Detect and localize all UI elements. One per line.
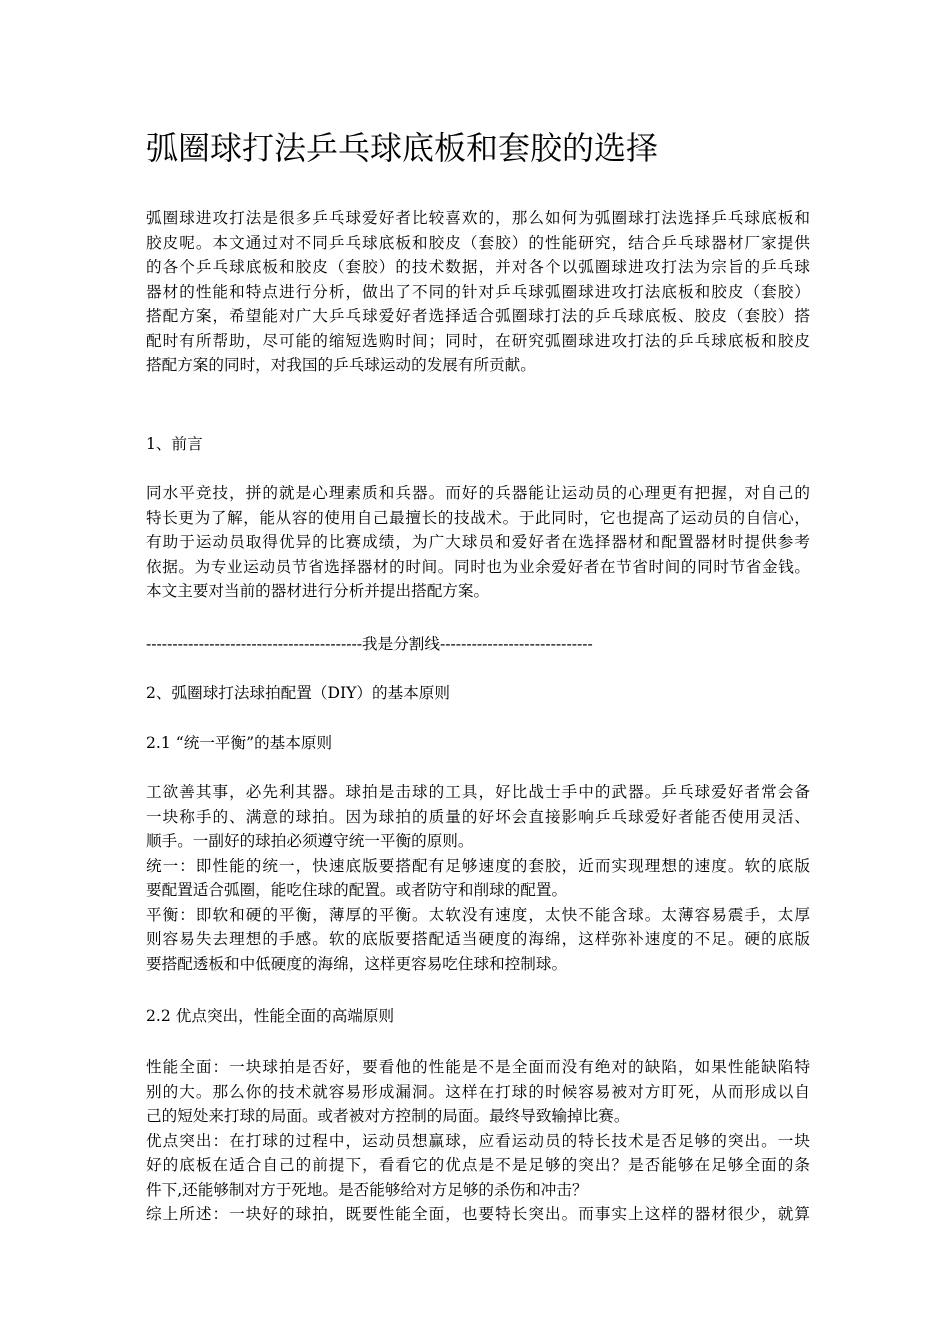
abstract-paragraph xyxy=(146,206,810,378)
divider-line: -----------------------------------------我是分割线----------------------------- xyxy=(146,635,593,653)
text-line: 平衡：即软和硬的平衡，薄厚的平衡。太软没有速度，太快不能含球。太薄容易震手，太厚 xyxy=(146,905,810,924)
text-line: 一块称手的、满意的球拍。因为球拍的质量的好坏会直接影响乒乓球爱好者能否使用灵活、 xyxy=(146,807,810,826)
text-line: 好的底板在适合自己的前提下，看看它的优点是不是足够的突出？是否能够在足够全面的条 xyxy=(146,1156,810,1174)
text-line: 要搭配透板和中低硬度的海绵，这样更容易吃住球和控制球。 xyxy=(146,954,568,973)
text-line: 性能全面：一块球拍是否好，要看他的性能是不是全面而没有绝对的缺陷，如果性能缺陷特 xyxy=(146,1058,810,1076)
text-line: 特长更为了解，能从容的使用自己最擅长的技战术。于此同时，它也提高了运动员的自信心， xyxy=(146,508,810,527)
principle-2-1-paragraph xyxy=(146,780,810,976)
text-line: 优点突出：在打球的过程中，运动员想赢球，应看运动员的特长技术是否足够的突出。一块 xyxy=(146,1131,810,1150)
text-line: 别的大。那么你的技术就容易形成漏洞。这样在打球的时候容易被对方盯死，从而形成以自 xyxy=(146,1082,810,1101)
document-title: 弧圈球打法乒乓球底板和套胶的选择 xyxy=(146,129,659,167)
preface-paragraph xyxy=(146,481,810,604)
text-line: 则容易失去理想的手感。软的底版要搭配适当硬度的海绵，这样弥补速度的不足。硬的底版 xyxy=(146,930,810,948)
text-line: 胶皮呢。本文通过对不同乒乓球底板和胶皮（套胶）的性能研究，结合乒乓球器材厂家提供 xyxy=(146,233,810,252)
text-line: 统一：即性能的统一，快速底版要搭配有足够速度的套胶，近而实现理想的速度。软的底版 xyxy=(146,856,810,875)
section-heading: 1、前言 xyxy=(146,435,203,453)
text-line: 件下,还能够制对方于死地。是否能够给对方足够的杀伤和冲击？ xyxy=(146,1180,588,1199)
text-line: 弧圈球进攻打法是很多乒乓球爱好者比较喜欢的，那么如何为弧圈球打法选择乒乓球底板和 xyxy=(146,209,810,227)
text-line: 综上所述：一块好的球拍，既要性能全面，也要特长突出。而事实上这样的器材很少，就算 xyxy=(146,1205,810,1223)
text-line: 器材的性能和特点进行分析，做出了不同的针对乒乓球弧圈球进攻打法底板和胶皮（套胶） xyxy=(146,282,810,301)
text-line: 搭配方案的同时，对我国的乒乓球运动的发展有所贡献。 xyxy=(146,356,536,374)
text-line: 己的短处来打球的局面。或者被对方控制的局面。最终导致输掉比赛。 xyxy=(146,1107,630,1125)
text-line: 要配置适合弧圈，能吃住球的配置。或者防守和削球的配置。 xyxy=(146,881,568,899)
subsection-heading: 2.2 优点突出，性能全面的高端原则 xyxy=(146,1007,395,1025)
subsection-heading: 2.1 “统一平衡”的基本原则 xyxy=(146,734,333,752)
text-line: 有助于运动员取得优异的比赛成绩，为广大球员和爱好者在选择器材和配置器材时提供参考 xyxy=(146,533,810,551)
text-line: 顺手。一副好的球拍必须遵守统一平衡的原则。 xyxy=(146,832,474,850)
text-line: 同水平竞技，拼的就是心理素质和兵器。而好的兵器能让运动员的心理更有把握，对自己的 xyxy=(146,484,810,502)
text-line: 的各个乒乓球底板和胶皮（套胶）的技术数据，并对各个以弧圈球进攻打法为宗旨的乒乓球 xyxy=(146,258,810,276)
principle-2-2-paragraph xyxy=(146,1055,810,1227)
text-line: 搭配方案，希望能对广大乒乓球爱好者选择适合弧圈球打法的乒乓球底板、胶皮（套胶）搭 xyxy=(146,307,810,325)
text-line: 依据。为专业运动员节省选择器材的时间。同时也为业余爱好者在节省时间的同时节省金钱。 xyxy=(146,557,810,576)
text-line: 工欲善其事，必先利其器。球拍是击球的工具，好比战士手中的武器。乒乓球爱好者常会备 xyxy=(146,783,810,801)
text-line: 配时有所帮助，尽可能的缩短选购时间；同时，在研究弧圈球进攻打法的乒乓球底板和胶皮 xyxy=(146,331,810,350)
section-heading: 2、弧圈球打法球拍配置（DIY）的基本原则 xyxy=(146,684,450,702)
text-line: 本文主要对当前的器材进行分析并提出搭配方案。 xyxy=(146,582,490,600)
